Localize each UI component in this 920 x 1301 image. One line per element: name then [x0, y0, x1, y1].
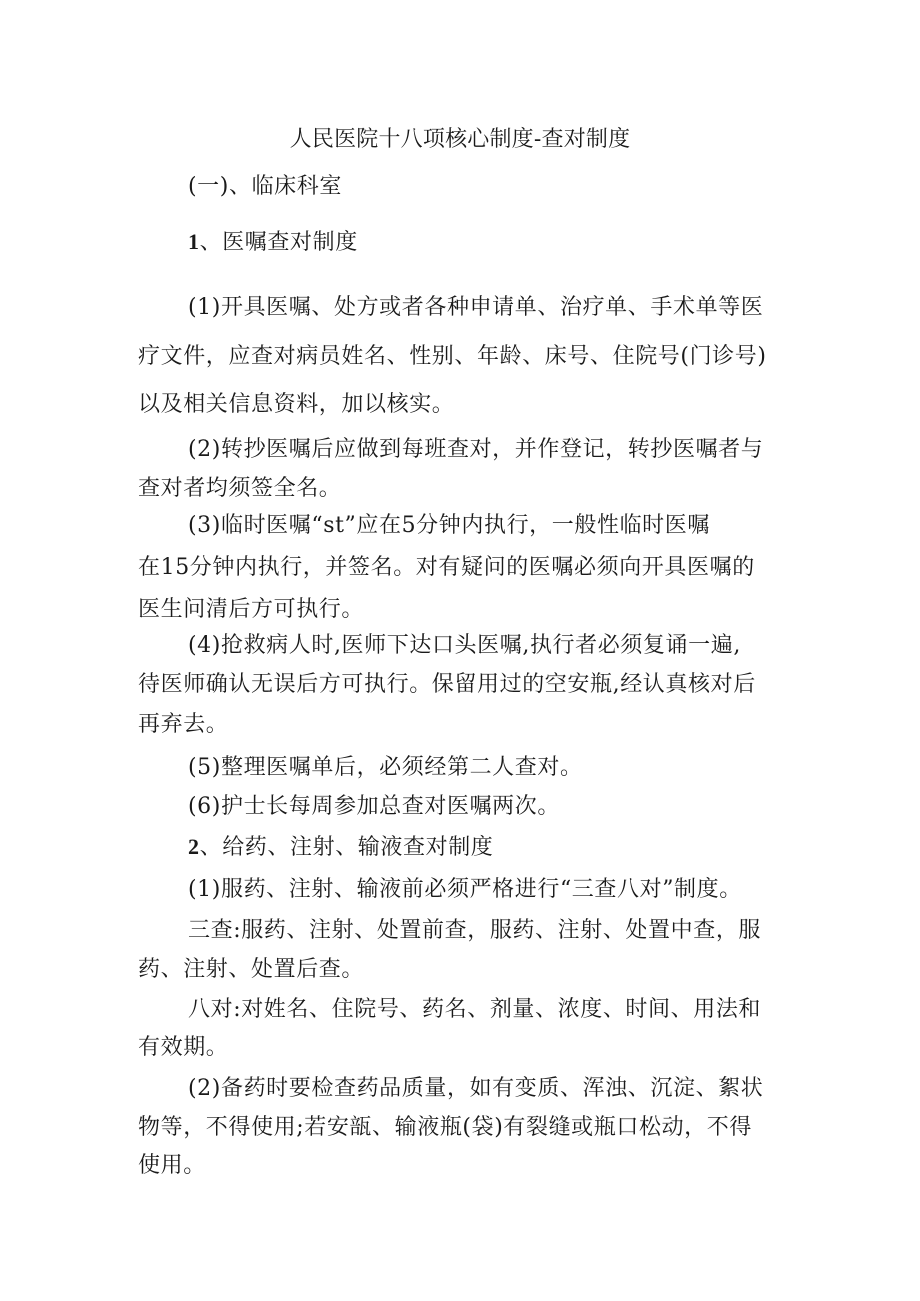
section-heading: (一)、临床科室	[188, 174, 342, 199]
heading-1-text: 、医嘱查对制度	[199, 230, 358, 255]
paragraph-line: (1)开具医嘱、处方或者各种申请单、治疗单、手术单等医	[188, 295, 764, 320]
paragraph-line: (5)整理医嘱单后，必须经第二人查对。	[188, 755, 583, 780]
paragraph-line: 以及相关信息资料，加以核实。	[138, 392, 455, 417]
heading-1-number: 1	[188, 229, 200, 254]
heading-1	[188, 228, 358, 257]
paragraph-line: 有效期。	[138, 1035, 229, 1060]
paragraph-line: 在15分钟内执行，并签名。对有疑问的医嘱必须向开具医嘱的	[138, 555, 755, 580]
paragraph-line: 查对者均须签全名。	[138, 476, 342, 501]
paragraph-line: (3)临时医嘱“st”应在5分钟内执行，一般性临时医嘱	[188, 513, 710, 538]
paragraph-line: 使用。	[138, 1153, 206, 1178]
paragraph-line: 物等，不得使用;若安瓿、输液瓶(袋)有裂缝或瓶口松动，不得	[138, 1115, 752, 1140]
heading-2-text: 、给药、注射、输液查对制度	[199, 835, 494, 860]
paragraph-line: 八对:对姓名、住院号、药名、剂量、浓度、时间、用法和	[188, 997, 762, 1022]
paragraph-line: 待医师确认无误后方可执行。保留用过的空安瓶,经认真核对后	[138, 672, 756, 697]
paragraph-line: (6)护士长每周参加总查对医嘱两次。	[188, 794, 560, 819]
paragraph-line: (2)转抄医嘱后应做到每班查对，并作登记，转抄医嘱者与	[188, 437, 764, 462]
paragraph-line: 再弃去。	[138, 712, 229, 737]
heading-2-number: 2	[188, 834, 200, 859]
paragraph-line: 三查:服药、注射、处置前查，服药、注射、处置中查，服	[188, 918, 762, 943]
paragraph-line: 药、注射、处置后查。	[138, 957, 365, 982]
paragraph-line: (4)抢救病人时,医师下达口头医嘱,执行者必须复诵一遍,	[188, 633, 741, 658]
paragraph-line: (1)服药、注射、输液前必须严格进行“三查八对”制度。	[188, 877, 742, 902]
paragraph-line: (2)备药时要检查药品质量，如有变质、浑浊、沉淀、絮状	[188, 1076, 764, 1101]
paragraph-line: 医生问清后方可执行。	[138, 597, 365, 622]
paragraph-line: 疗文件，应查对病员姓名、性别、年龄、床号、住院号(门诊号)	[138, 344, 767, 369]
document-title: 人民医院十八项核心制度-查对制度	[289, 127, 631, 152]
heading-2	[188, 833, 493, 862]
